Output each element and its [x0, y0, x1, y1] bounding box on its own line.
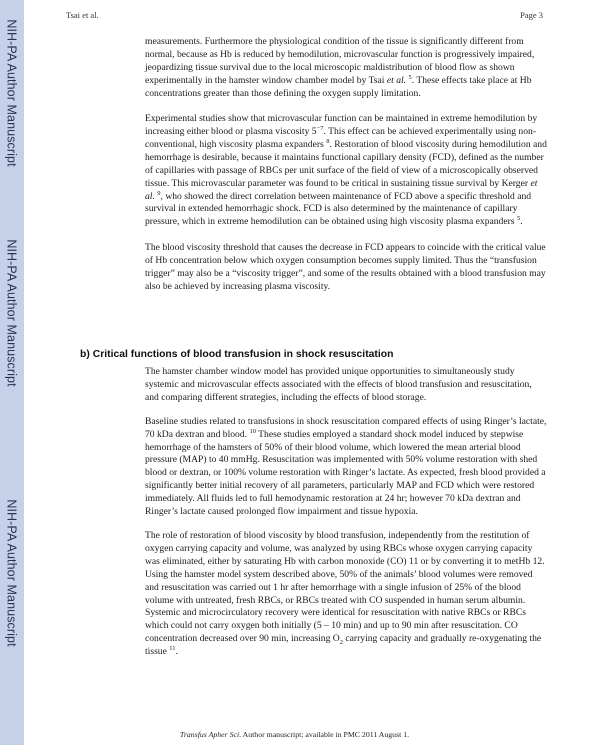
side-band — [0, 0, 24, 745]
running-head-author: Tsai et al. — [66, 10, 99, 20]
paragraph-1: measurements. Furthermore the physiological condition of the tissue is significantly different from normal, because as Hb is reduced by hemodilution, microvascular function is progressively impaired, jeopardizing tissue survival due to the local microscopic maldistribution of blood flow as shown experimentally in the hamster window chamber model by Tsai et al. $^5$. These effects take place at Hb concentrations greater than those defining the oxygen supply limitation. — [145, 36, 535, 99]
side-label-2: NIH-PA Author Manuscript — [5, 239, 19, 387]
side-label-1: NIH-PA Author Manuscript — [5, 19, 19, 167]
paragraph-5: Baseline studies related to transfusions in shock resuscitation compared effects of using Ringer’s lactate, 70 kDa dextran and blood. $^{10}$ These studies employed a standard shock model induced by stepwise hemorrhage of the hamsters of 50% of their blood volume, which lowered the mean arterial blood pressure (MAP) to 40 mmHg. Resuscitation was implemented with 50% volume restoration with shed blood or dextran, or 100% volume restoration with Ringer’s lactate. As expected, fresh blood provided a significantly better initial recovery of all parameters, particularly MAP and FCD which were restored immediately. All fluids led to full hemodynamic restoration at 24 hr; however 70 kDa dextran and Ringer’s lactate caused prolonged flow impairment and tissue hypoxia. — [145, 415, 547, 518]
body-text-top — [145, 36, 547, 306]
section-heading: b) Critical functions of blood transfusion in shock resuscitation — [80, 349, 394, 360]
running-head-page: Page 3 — [520, 10, 543, 20]
footer-availability: . Author manuscript; available in PMC 2011 August 1. — [239, 730, 410, 739]
paragraph-6: The role of restoration of blood viscosity by blood transfusion, independently from the restitution of oxygen carrying capacity and volume, was analyzed by using RBCs whose oxygen carrying capacity was eliminated, either by saturating Hb with carbon monoxide (CO) 11 or by converting it to metHb 12. Using the hamster model system described above, 50% of the animals’ blood volumes were removed and resuscitation was carried out 1 hr after hemorrhage with a single infusion of 25% of the blood volume with untreated, fresh RBCs, or RBCs treated with CO suspended in human serum albumin. Systemic and microcirculatory recovery were identical for resuscitation with native RBCs or RBCs which could not carry oxygen both initially (5 – 10 min) and up to 90 min after resuscitation. CO concentration decreased over 90 min, increasing $O_2$ carrying capacity and gradually re-oxygenating the tissue $^{11}$. — [145, 529, 545, 658]
side-label-3: NIH-PA Author Manuscript — [5, 499, 19, 647]
paragraph-2: Experimental studies show that microvascular function can be maintained in extreme hemodilution by increasing either blood or plasma viscosity $5^{-7}$. This effect can be achieved experimentally using non-conventional, high viscosity plasma expanders $^8$. Restoration of blood viscosity during hemodilution and hemorrhage is desirable, because it maintains functional capillary density (FCD), defined as the number of capillaries with passage of RBCs per unit surface of the field of view of a microscopically observed tissue. This microvascular parameter was found to be critical in sustaining tissue survival by Kerger et al. $^9$, who showed the direct correlation between maintenance of FCD above a specific threshold and survival in extended hemorrhagic shock. FCD is also determined by the maintenance of capillary pressure, which in extreme hemodilution can be obtained using high viscosity plasma expanders $^5$. — [145, 113, 547, 228]
page-footer — [0, 730, 589, 739]
paragraph-3: The blood viscosity threshold that causes the decrease in FCD appears to coincide with the critical value of Hb concentration below which oxygen consumption becomes supply limited. Thus the “transfusion trigger” may also be a “viscosity trigger”, and some of the results obtained with a blood transfusion may also be achieved by increasing plasma viscosity. — [145, 241, 546, 292]
body-text-bottom — [145, 366, 547, 672]
paragraph-4: The hamster chamber window model has provided unique opportunities to simultaneously study systemic and microvascular effects associated with the effects of blood transfusion and resuscitation, and comparing different strategies, including the effects of blood storage. — [145, 366, 532, 403]
footer-journal: Transfus Apher Sci — [179, 730, 240, 739]
